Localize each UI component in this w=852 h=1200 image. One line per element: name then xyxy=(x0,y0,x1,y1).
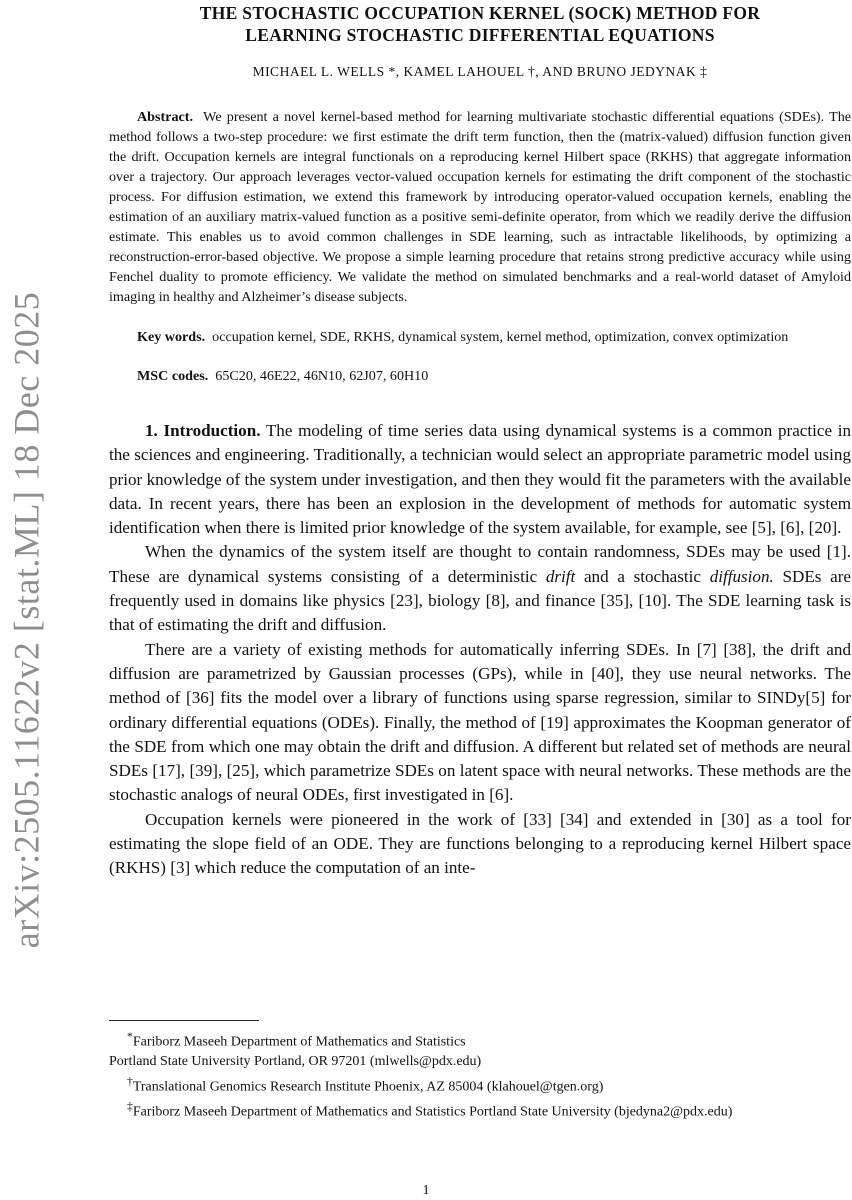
footnote-3-text: Fariborz Maseeh Department of Mathematics and Statistics Portland State University (bjedyna2@pdx.edu) xyxy=(132,1104,733,1120)
paper-title xyxy=(109,2,851,46)
keywords xyxy=(109,327,851,347)
section-heading: 1. Introduction. xyxy=(145,421,261,440)
intro-paragraph-1 xyxy=(109,419,851,540)
term-drift: drift xyxy=(545,566,576,586)
intro-p2-b: and a stochastic xyxy=(575,566,710,586)
footnote-1-line-a: Fariborz Maseeh Department of Mathematics and Statistics xyxy=(132,1034,466,1050)
msc-codes xyxy=(109,366,851,386)
keywords-label: Key words. xyxy=(137,329,206,345)
abstract-label: Abstract. xyxy=(137,109,193,125)
title-line-1: THE STOCHASTIC OCCUPATION KERNEL (SOCK) METHOD FOR xyxy=(199,3,761,23)
term-diffusion: diffusion. xyxy=(709,566,774,586)
msc-text: 65C20, 46E22, 46N10, 62J07, 60H10 xyxy=(215,368,429,384)
intro-p2-c: SDEs are frequently used in domains like physics [23], biology [8], and finance [35], [10]. The SDE learning task is that of estimating the drift and diffusion. xyxy=(109,566,851,635)
footnotes xyxy=(109,1020,851,1122)
intro-p1-text: The modeling of time series data using dynamical systems is a common practice in the sciences and engineering. Traditionally, a technician would select an appropriate parametric model using prior knowledge of the system under investigation, and then they would fit the parameters with the available data. In recent years, there has been an explosion in the development of methods for automatic system identification when there is limited prior knowledge of the system available, for example, see [5], [6], [20]. xyxy=(109,421,851,538)
intro-paragraph-4: Occupation kernels were pioneered in the work of [33] [34] and extended in [30] as a tool for estimating the slope field of an ODE. They are functions belonging to a reproducing kernel Hilbert space (RKHS) [3] which reduce the computation of an inte- xyxy=(109,809,851,878)
keywords-text: occupation kernel, SDE, RKHS, dynamical system, kernel method, optimization, convex optimization xyxy=(212,329,789,345)
arxiv-sidebar xyxy=(0,205,52,1035)
author-list: MICHAEL L. WELLS *, KAMEL LAHOUEL †, AND BRUNO JEDYNAK ‡ xyxy=(252,64,708,79)
footnote-1-mark: * xyxy=(127,1030,133,1043)
msc-label: MSC codes. xyxy=(137,368,209,384)
intro-paragraph-3: There are a variety of existing methods for automatically inferring SDEs. In [7] [38], the drift and diffusion are parametrized by Gaussian processes (GPs), while in [40], they use neural networks. The method of [36] fits the model over a library of functions using sparse regression, similar to SINDy[5] for ordinary differential equations (ODEs). Finally, the method of [19] approximates the Koopman generator of the SDE from which one may obtain the drift and diffusion. A different but related set of methods are neural SDEs [17], [39], [25], which parametrize SDEs on latent space with neural networks. These methods are the stochastic analogs of neural ODEs, first investigated in [6]. xyxy=(109,639,851,805)
footnote-1-line-b: Portland State University Portland, OR 97201 (mlwells@pdx.edu) xyxy=(109,1054,482,1070)
intro-p2-a: When the dynamics of the system itself are thought to contain randomness, SDEs may be used [1]. These are dynamical systems consisting of a deterministic xyxy=(109,542,851,586)
abstract-text: We present a novel kernel-based method for learning multivariate stochastic differential equations (SDEs). The method follows a two-step procedure: we first estimate the drift term function, then the (matrix-valued) diffusion function given the drift. Occupation kernels are integral functionals on a reproducing kernel Hilbert space (RKHS) that aggregate information over a trajectory. Our approach leverages vector-valued occupation kernels for estimating the drift component of the stochastic process. For diffusion estimation, we extend this framework by introducing operator-valued occupation kernels, enabling the estimation of an auxiliary matrix-valued function as a positive semi-definite operator, from which we readily derive the diffusion estimate. This enables us to avoid common challenges in SDE learning, such as intractable likelihoods, by optimizing a reconstruction-error-based objective. We propose a simple learning procedure that retains strong predictive accuracy while using Fenchel duality to promote efficiency. We validate the method on simulated benchmarks and a real-world dataset of Amyloid imaging in healthy and Alzheimer’s disease subjects. xyxy=(109,109,852,305)
footnote-2 xyxy=(109,1072,851,1097)
paper-page xyxy=(109,0,851,881)
footnote-2-text: Translational Genomics Research Institute Phoenix, AZ 85004 (klahouel@tgen.org) xyxy=(132,1079,604,1095)
footnote-3-mark: ‡ xyxy=(127,1099,133,1113)
footnote-divider xyxy=(109,1020,259,1021)
footnote-3 xyxy=(109,1097,851,1122)
footnote-1 xyxy=(109,1027,851,1072)
intro-paragraph-2 xyxy=(109,540,851,637)
footnote-2-mark: † xyxy=(127,1074,133,1088)
introduction-section xyxy=(109,419,851,881)
arxiv-identifier: arXiv:2505.11622v2 [stat.ML] 18 Dec 2025 xyxy=(6,291,46,949)
page-number: 1 xyxy=(422,1183,430,1198)
title-line-2: LEARNING STOCHASTIC DIFFERENTIAL EQUATIONS xyxy=(245,25,715,45)
abstract xyxy=(109,107,851,307)
